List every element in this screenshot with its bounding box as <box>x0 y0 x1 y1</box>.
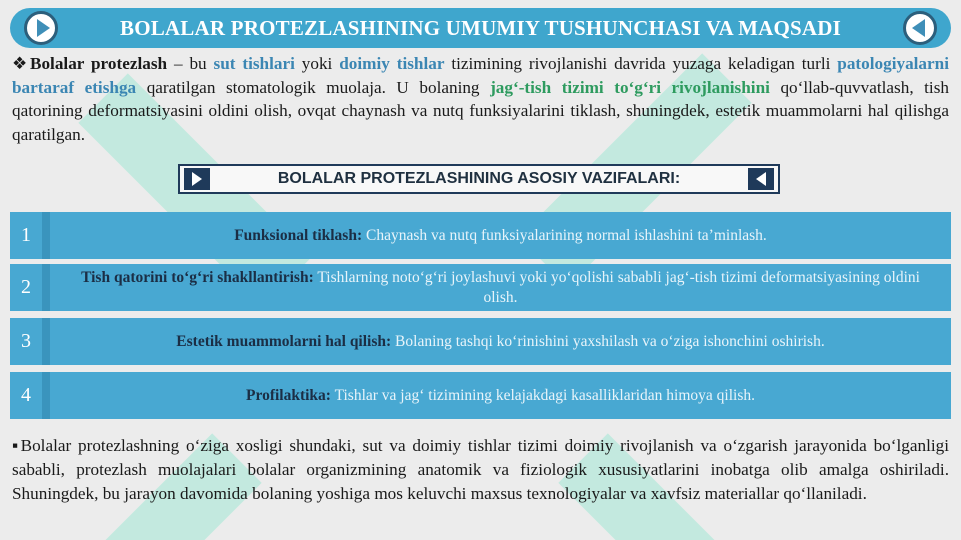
task-label: Tish qatorini to‘g‘ri shakllantirish: <box>81 268 314 286</box>
outro-paragraph <box>12 434 949 506</box>
task-description: Bolaning tashqi ko‘rinishini yaxshilash va o‘ziga ishonchini oshirish. <box>391 332 825 350</box>
square-bullet-icon: ▪ <box>12 436 21 455</box>
task-row-3 <box>10 318 951 365</box>
heading-right-marker <box>748 168 774 190</box>
task-text <box>50 332 951 352</box>
next-slide-button[interactable] <box>903 11 937 45</box>
tasks-heading <box>178 164 780 194</box>
outro-text: Bolalar protezlashning o‘ziga xosligi shundaki, sut va doimiy tishlar tizimi doimiy rivojlanish va o‘zgarish jarayonida bo‘lganligi sababli, protezlash muolajalari bolalar organizmining anatomik va fiziologik xususiyatlarini inobatga olib amalga oshiriladi. Shuningdek, bu jarayon davomida bolaning yoshiga mos keluvchi maxsus texnologiyalar va xavfsiz materiallar qo‘llaniladi. <box>12 436 949 503</box>
play-right-icon <box>912 19 925 37</box>
heading-left-marker <box>184 168 210 190</box>
tasks-heading-text: BOLALAR PROTEZLASHINING ASOSIY VAZIFALARI: <box>277 170 681 187</box>
task-description: Tishlarning noto‘g‘ri joylashuvi yoki yo‘qolishi sababli jag‘-tish tizimi deformatsiyasining oldini olish. <box>313 268 920 306</box>
arrow-left-icon <box>756 172 766 186</box>
task-text <box>50 226 951 246</box>
previous-slide-button[interactable] <box>24 11 58 45</box>
intro-paragraph: ❖Bolalar protezlash – bu sut tishlari yoki doimiy tishlar tizimining rivojlanishi davrida yuzaga keladigan turli patologiyalarni bartaraf etishga qaratilgan stomatologik muolaja. U bolaning jag‘-tish tizimi to‘g‘ri rivojlanishini qo‘llab-quvvatlash, tish qatorining deformatsiyasini oldini olish, ovqat chaynash va nutq funksiyalarini tiklash, shuningdek, estetik muammolarni hal qilishga qaratilgan. <box>12 54 949 144</box>
task-label: Profilaktika: <box>246 386 331 404</box>
task-row-1 <box>10 212 951 259</box>
task-number: 4 <box>10 372 50 419</box>
task-description: Tishlar va jag‘ tizimining kelajakdagi kasalliklaridan himoya qilish. <box>330 386 755 404</box>
arrow-right-icon <box>192 172 202 186</box>
task-description: Chaynash va nutq funksiyalarining normal ishlashini ta’minlash. <box>362 226 767 244</box>
task-number: 1 <box>10 212 50 259</box>
task-text <box>50 268 951 308</box>
play-left-icon <box>37 19 50 37</box>
task-number: 3 <box>10 318 50 365</box>
task-row-2 <box>10 264 951 311</box>
task-text <box>50 386 951 406</box>
title-bar <box>10 8 951 48</box>
task-number: 2 <box>10 264 50 311</box>
slide-title: BOLALAR PROTEZLASHINING UMUMIY TUSHUNCHASI VA MAQSADI <box>119 15 842 40</box>
task-row-4 <box>10 372 951 419</box>
task-label: Estetik muammolarni hal qilish: <box>176 332 392 350</box>
diamond-bullet-icon: ❖ <box>12 54 30 73</box>
task-label: Funksional tiklash: <box>234 226 363 244</box>
